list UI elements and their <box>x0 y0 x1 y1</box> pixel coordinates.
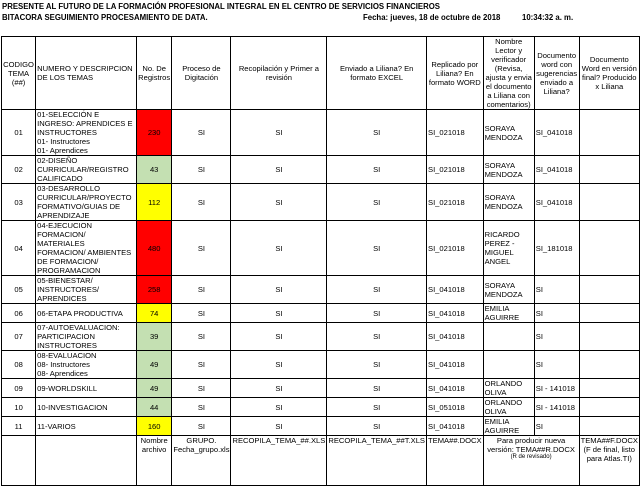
cell-lector: SORAYA MENDOZA <box>483 110 534 156</box>
tema-line: 01- Aprendices <box>37 146 88 155</box>
cell-replicado: SI_041018 <box>427 323 484 351</box>
cell-proceso: SI <box>172 379 231 398</box>
tema-line: 09-WORLDSKILL <box>37 383 98 393</box>
cell-tema <box>36 398 137 417</box>
col-header-recopilacion: Recopilación y Primer a revisión <box>231 37 327 110</box>
tema-line: 05-BIENESTAR/ INSTRUCTORES/ APRENDICES <box>37 276 100 303</box>
cell-recopilacion: SI <box>231 351 327 379</box>
cell-tema <box>36 323 137 351</box>
cell-codigo: 04 <box>2 221 36 276</box>
cell-registros: 112 <box>137 184 172 221</box>
cell-version-final <box>579 417 639 436</box>
col-header-registros: No. De Registros <box>137 37 172 110</box>
cell-tema <box>36 221 137 276</box>
cell-proceso: SI <box>172 276 231 304</box>
cell-lector <box>483 323 534 351</box>
cell-replicado: SI_041018 <box>427 417 484 436</box>
table-row <box>2 379 640 398</box>
cell-tema <box>36 351 137 379</box>
cell-recopilacion: SI <box>231 156 327 184</box>
cell-tema <box>36 417 137 436</box>
cell-registros: 160 <box>137 417 172 436</box>
col-header-enviado: Enviado a Liliana? En formato EXCEL <box>327 37 427 110</box>
cell-tema <box>36 276 137 304</box>
cell-proceso: SI <box>172 417 231 436</box>
cell-registros: 44 <box>137 398 172 417</box>
col-header-version-final: Documento Word en versión final? Producido x Liliana <box>579 37 639 110</box>
cell-replicado: SI_021018 <box>427 156 484 184</box>
report-subtitle: BITACORA SEGUIMIENTO PROCESAMIENTO DE DATA. <box>2 13 208 22</box>
cell-registros: 43 <box>137 156 172 184</box>
cell-codigo: 01 <box>2 110 36 156</box>
cell-codigo: 02 <box>2 156 36 184</box>
table-row <box>2 323 640 351</box>
footer-row <box>2 436 640 486</box>
cell-codigo: 10 <box>2 398 36 417</box>
cell-version-final <box>579 221 639 276</box>
cell-recopilacion: SI <box>231 184 327 221</box>
cell-proceso: SI <box>172 351 231 379</box>
tema-line: 01-SELECCIÓN E INGRESO: APRENDICES E INSTRUCTORES <box>37 110 133 137</box>
table-row <box>2 398 640 417</box>
cell-proceso: SI <box>172 221 231 276</box>
cell-lector: SORAYA MENDOZA <box>483 156 534 184</box>
cell-version-final <box>579 110 639 156</box>
cell-replicado: SI_021018 <box>427 110 484 156</box>
footer-empty-2 <box>36 436 137 486</box>
cell-recopilacion: SI <box>231 304 327 323</box>
cell-enviado: SI <box>327 379 427 398</box>
cell-proceso: SI <box>172 110 231 156</box>
cell-codigo: 11 <box>2 417 36 436</box>
cell-version-final <box>579 379 639 398</box>
cell-version-final <box>579 184 639 221</box>
cell-codigo: 09 <box>2 379 36 398</box>
col-header-sugerencias: Documento word con sugerencias enviado a Liliana? <box>534 37 579 110</box>
tema-line: 10-INVESTIGACION <box>37 402 108 412</box>
footer-nombre-archivo: Nombre archivo <box>137 436 172 486</box>
cell-registros: 74 <box>137 304 172 323</box>
col-header-proceso: Proceso de Digitación <box>172 37 231 110</box>
cell-registros: 258 <box>137 276 172 304</box>
cell-sugerencias: SI_181018 <box>534 221 579 276</box>
cell-recopilacion: SI <box>231 110 327 156</box>
cell-recopilacion: SI <box>231 221 327 276</box>
cell-sugerencias: SI - 141018 <box>534 379 579 398</box>
cell-codigo: 03 <box>2 184 36 221</box>
footer-nueva-version-text: Para producir nueva versión: TEMA##R.DOCX <box>487 436 575 454</box>
col-header-lector: Nombre Lector y verificador (Revisa, ajusta y envia el documento a Liliana con comentarios) <box>483 37 534 110</box>
tracking-table <box>1 36 640 486</box>
cell-lector: SORAYA MENDOZA <box>483 276 534 304</box>
cell-registros: 49 <box>137 351 172 379</box>
tema-line: 06-ETAPA PRODUCTIVA <box>37 308 123 318</box>
table-row <box>2 276 640 304</box>
cell-enviado: SI <box>327 156 427 184</box>
col-header-tema: NUMERO Y DESCRIPCION DE LOS TEMAS <box>36 37 137 110</box>
tema-line: 04-EJECUCION FORMACION/ MATERIALES FORMACION/ AMBIENTES DE FORMACION/ PROGRAMACION <box>37 221 132 275</box>
cell-sugerencias: SI <box>534 276 579 304</box>
footer-empty-1 <box>2 436 36 486</box>
cell-recopilacion: SI <box>231 323 327 351</box>
cell-lector: ORLANDO OLIVA <box>483 379 534 398</box>
cell-tema <box>36 110 137 156</box>
tema-line: 01- Instructores <box>37 137 90 146</box>
cell-proceso: SI <box>172 156 231 184</box>
cell-lector: RICARDO PEREZ - MIGUEL ANGEL <box>483 221 534 276</box>
cell-enviado: SI <box>327 398 427 417</box>
cell-recopilacion: SI <box>231 379 327 398</box>
tema-line: 11-VARIOS <box>37 421 76 431</box>
tema-line: 07-AUTOEVALUACION: PARTICIPACION INSTRUCTORES <box>37 323 120 350</box>
cell-replicado: SI_041018 <box>427 304 484 323</box>
col-header-replicado: Replicado por Liliana? En formato WORD <box>427 37 484 110</box>
cell-registros: 230 <box>137 110 172 156</box>
cell-codigo: 05 <box>2 276 36 304</box>
table-row <box>2 351 640 379</box>
cell-proceso: SI <box>172 323 231 351</box>
cell-version-final <box>579 351 639 379</box>
report-date: Fecha: jueves, 18 de octubre de 2018 <box>363 13 501 22</box>
cell-enviado: SI <box>327 323 427 351</box>
cell-tema <box>36 379 137 398</box>
cell-version-final <box>579 156 639 184</box>
cell-lector <box>483 351 534 379</box>
cell-recopilacion: SI <box>231 276 327 304</box>
footer-nueva-version <box>483 436 579 486</box>
footer-final-note: TEMA##F.DOCX (F de final, listo para Atlas.TI) <box>579 436 639 486</box>
cell-enviado: SI <box>327 221 427 276</box>
cell-lector: SORAYA MENDOZA <box>483 184 534 221</box>
cell-enviado: SI <box>327 351 427 379</box>
table-row <box>2 184 640 221</box>
tema-line: 08- Aprendices <box>37 369 88 378</box>
footer-r-revisado: (R de revisado) <box>510 454 552 460</box>
cell-tema <box>36 304 137 323</box>
cell-replicado: SI_041018 <box>427 351 484 379</box>
cell-enviado: SI <box>327 276 427 304</box>
cell-registros: 49 <box>137 379 172 398</box>
tema-line: 03-DESARROLLO CURRICULAR/PROYECTO FORMATIVO/GUIAS DE APRENDIZAJE <box>37 184 132 220</box>
footer-recop-file: RECOPILA_TEMA_##.XLS <box>231 436 327 486</box>
report-title: PRESENTE AL FUTURO DE LA FORMACIÓN PROFESIONAL INTEGRAL EN EL CENTRO DE SERVICIOS FINANCIEROS <box>2 2 440 11</box>
cell-sugerencias: SI <box>534 351 579 379</box>
cell-enviado: SI <box>327 304 427 323</box>
cell-recopilacion: SI <box>231 417 327 436</box>
cell-sugerencias: SI <box>534 304 579 323</box>
table-row <box>2 417 640 436</box>
cell-replicado: SI_041018 <box>427 276 484 304</box>
cell-version-final <box>579 323 639 351</box>
cell-version-final <box>579 398 639 417</box>
cell-registros: 39 <box>137 323 172 351</box>
cell-codigo: 08 <box>2 351 36 379</box>
cell-codigo: 06 <box>2 304 36 323</box>
footer-recop-file2: RECOPILA_TEMA_##T.XLS <box>327 436 427 486</box>
cell-tema <box>36 156 137 184</box>
cell-tema <box>36 184 137 221</box>
cell-enviado: SI <box>327 417 427 436</box>
cell-recopilacion: SI <box>231 398 327 417</box>
cell-sugerencias: SI_041018 <box>534 156 579 184</box>
cell-replicado: SI_021018 <box>427 221 484 276</box>
cell-lector: ORLANDO OLIVA <box>483 398 534 417</box>
tema-line: 02-DISEÑO CURRICULAR/REGISTRO CALIFICADO <box>37 156 129 183</box>
footer-grupo: GRUPO. Fecha_grupo.xls <box>172 436 231 486</box>
cell-lector: EMILIA AGUIRRE <box>483 417 534 436</box>
table-row <box>2 110 640 156</box>
cell-lector: EMILIA AGUIRRE <box>483 304 534 323</box>
cell-sugerencias: SI_041018 <box>534 184 579 221</box>
tema-line: 08-EVALUACION <box>37 351 97 360</box>
cell-version-final <box>579 304 639 323</box>
table-row <box>2 156 640 184</box>
col-header-codigo: CODIGO TEMA (##) <box>2 37 36 110</box>
cell-enviado: SI <box>327 184 427 221</box>
cell-enviado: SI <box>327 110 427 156</box>
cell-registros: 480 <box>137 221 172 276</box>
cell-replicado: SI_021018 <box>427 184 484 221</box>
cell-codigo: 07 <box>2 323 36 351</box>
table-row <box>2 221 640 276</box>
cell-replicado: SI_041018 <box>427 379 484 398</box>
cell-sugerencias: SI <box>534 417 579 436</box>
cell-proceso: SI <box>172 398 231 417</box>
cell-sugerencias: SI - 141018 <box>534 398 579 417</box>
cell-version-final <box>579 276 639 304</box>
footer-tema-docx: TEMA##.DOCX <box>427 436 484 486</box>
table-row <box>2 304 640 323</box>
cell-sugerencias: SI_041018 <box>534 110 579 156</box>
tema-line: 08- Instructores <box>37 360 90 369</box>
header-row <box>2 37 640 110</box>
cell-proceso: SI <box>172 304 231 323</box>
cell-replicado: SI_051018 <box>427 398 484 417</box>
cell-proceso: SI <box>172 184 231 221</box>
cell-sugerencias: SI <box>534 323 579 351</box>
report-time: 10:34:32 a. m. <box>522 13 574 22</box>
